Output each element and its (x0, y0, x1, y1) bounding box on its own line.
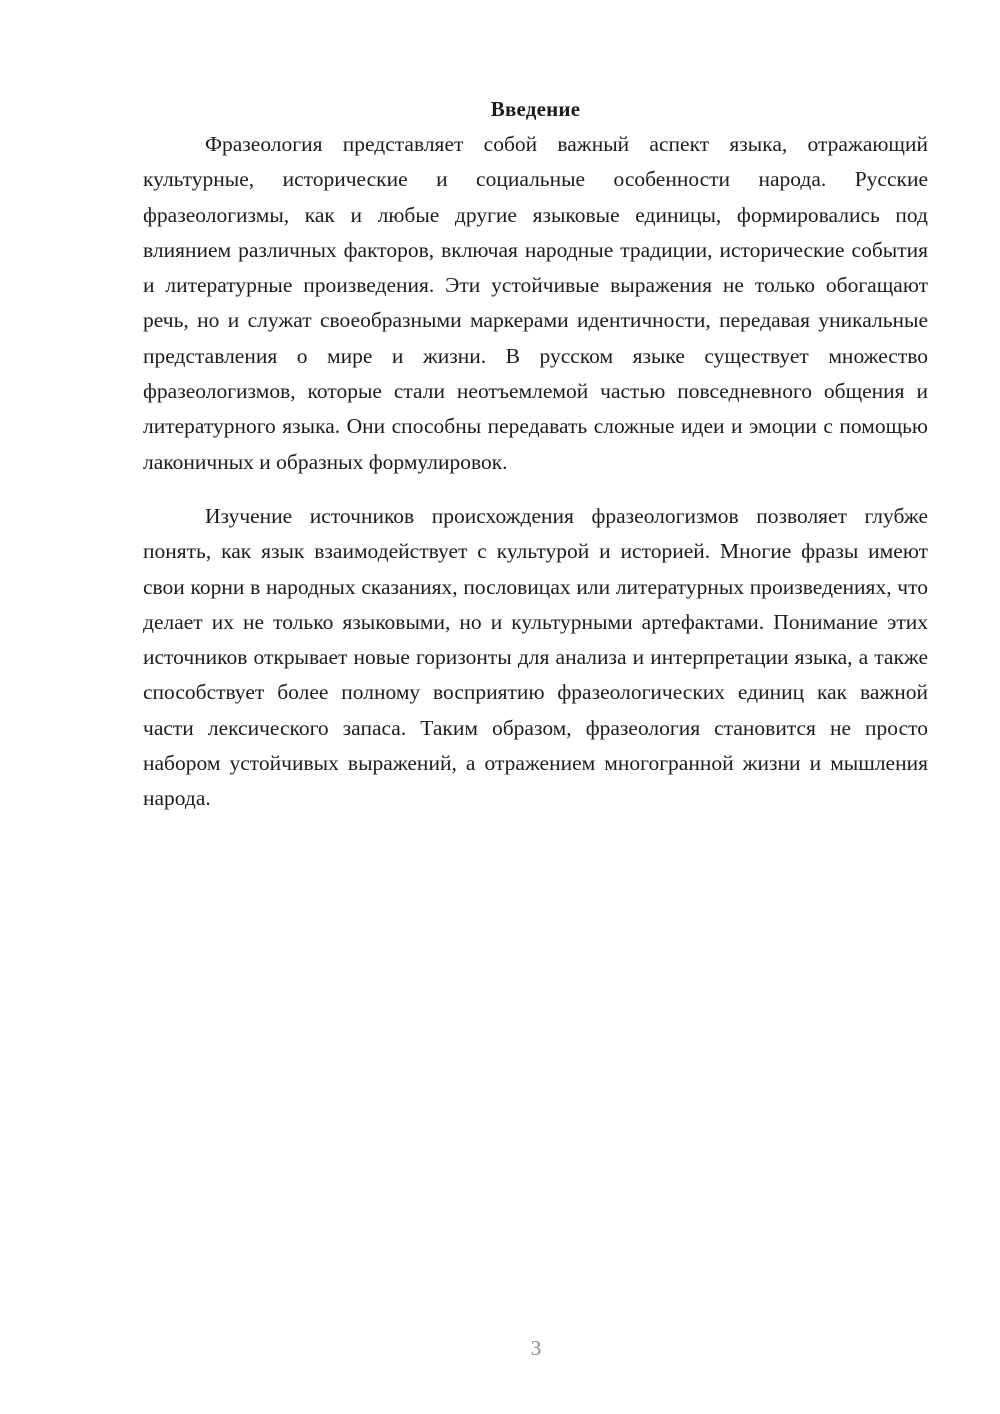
paragraph-sources: Изучение источников происхождения фразеологизмов позволяет глубже понять, как язык взаимодействует с культурой и историей. Многие фразы имеют свои корни в народных сказаниях, пословицах или литературных произведениях, что делает их не только языковыми, но и культурными артефактами. Понимание этих источников открывает новые горизонты для анализа и интерпретации языка, а также способствует более полному восприятию фразеологических единиц как важной части лексического запаса. Таким образом, фразеология становится не просто набором устойчивых выражений, а отражением многогранной жизни и мышления народа. (143, 503, 928, 811)
paragraph-intro: Фразеология представляет собой важный аспект языка, отражающий культурные, исторические и социальные особенности народа. Русские фразеологизмы, как и любые другие языковые единицы, формировались под влиянием различных факторов, включая народные традиции, исторические события и литературные произведения. Эти устойчивые выражения не только обогащают речь, но и служат своеобразными маркерами идентичности, передавая уникальные представления о мире и жизни. В русском языке существует множество фразеологизмов, которые стали неотъемлемой частью повседневного общения и литературного языка. Они способны передавать сложные идеи и эмоции с помощью лаконичных и образных формулировок. (143, 132, 928, 474)
page-title: Введение (490, 97, 581, 121)
page-content (143, 92, 928, 817)
page-number: 3 (530, 1336, 542, 1360)
